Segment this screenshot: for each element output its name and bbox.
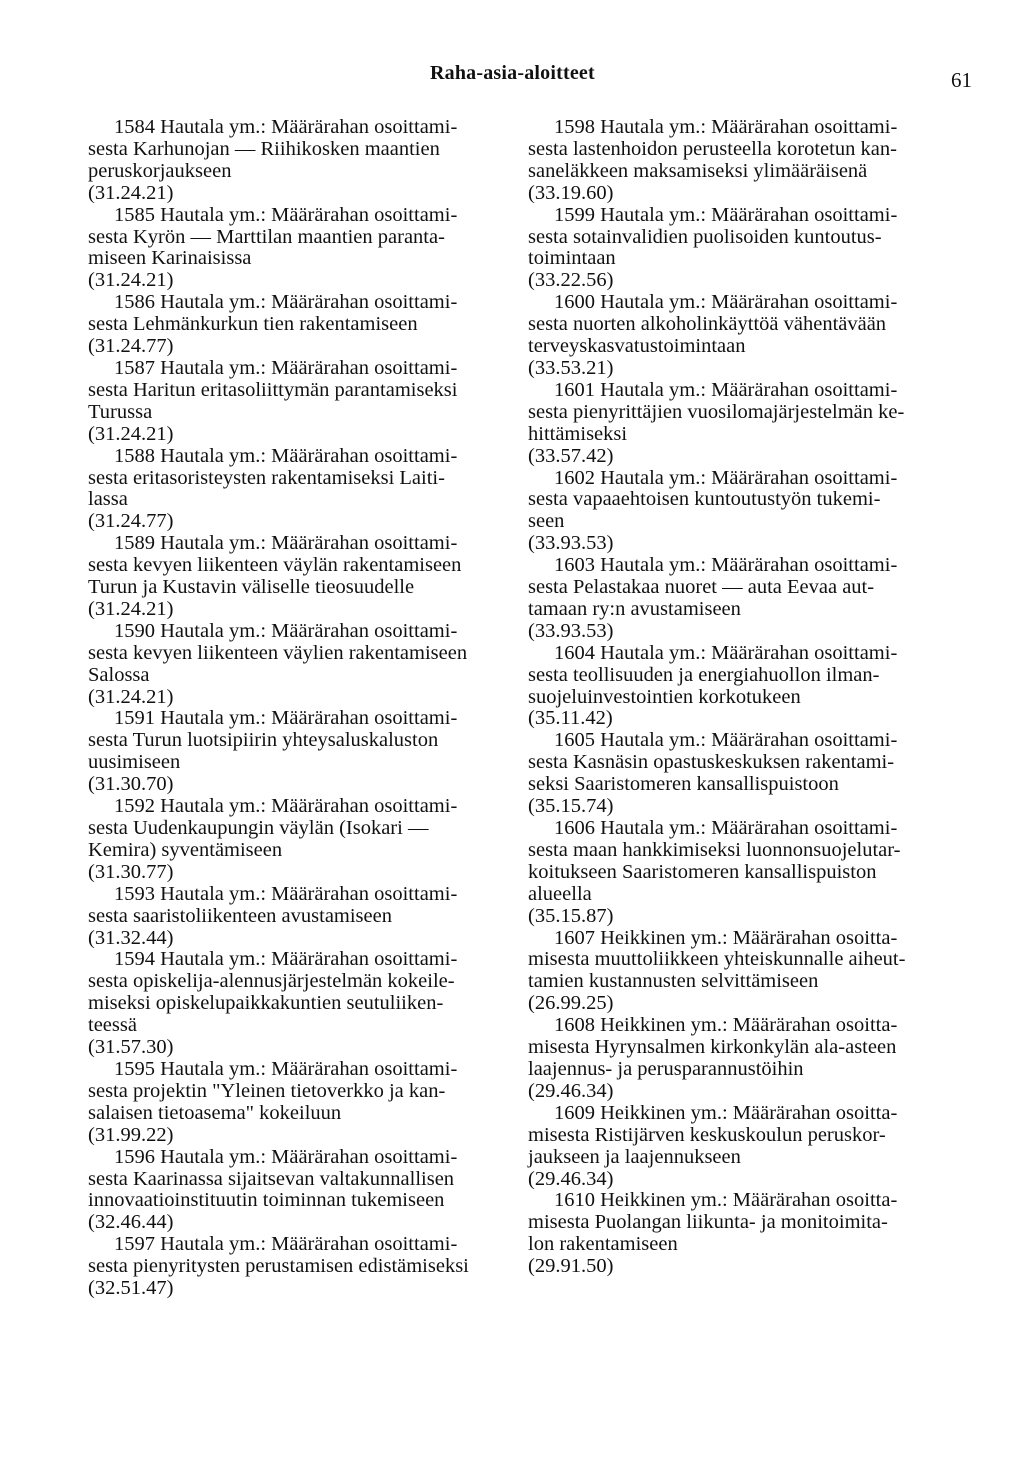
- motion-entry: [528, 380, 998, 468]
- motion-text-line: terveyskasvatustoimintaan: [528, 335, 746, 358]
- motion-text-line: misesta muuttoliikkeen yhteiskunnalle aiheut-: [528, 948, 906, 971]
- motion-text-line: innovaatioinstituutin toiminnan tukemiseen: [88, 1189, 445, 1212]
- page-title: Raha-asia-aloitteet: [430, 62, 595, 84]
- budget-item-code: (33.22.56): [528, 269, 614, 292]
- motion-entry: [88, 292, 588, 358]
- motion-entry: [528, 928, 998, 1016]
- motion-text-line: sesta Lehmänkurkun tien rakentamiseen: [88, 313, 418, 336]
- budget-item-code: (33.57.42): [528, 444, 614, 467]
- motion-text-line: Salossa: [88, 663, 150, 686]
- motion-text-line: jaukseen ja laajennukseen: [528, 1145, 741, 1168]
- motion-text-line: lassa: [88, 488, 128, 511]
- motion-heading-line: 1609 Heikkinen ym.: Määrärahan osoitta-: [554, 1101, 898, 1124]
- budget-item-code: (29.46.34): [528, 1167, 614, 1190]
- motion-heading-line: 1590 Hautala ym.: Määrärahan osoittami-: [114, 619, 458, 642]
- motion-entry: [528, 1103, 998, 1191]
- motion-entry: [88, 796, 588, 884]
- motion-text-line: Turussa: [88, 400, 153, 423]
- motion-text-line: tamaan ry:n avustamiseen: [528, 597, 741, 620]
- motion-entry: [88, 621, 588, 709]
- budget-item-code: (35.15.74): [528, 795, 614, 818]
- motion-text-line: sesta kevyen liikenteen väylän rakentamiseen: [88, 554, 462, 577]
- motion-entry: [528, 1190, 998, 1278]
- budget-item-code: (31.32.44): [88, 926, 174, 949]
- motion-heading-line: 1587 Hautala ym.: Määrärahan osoittami-: [114, 356, 458, 379]
- motion-text-line: alueella: [528, 882, 592, 905]
- motion-heading-line: 1593 Hautala ym.: Määrärahan osoittami-: [114, 882, 458, 905]
- motion-text-line: sesta Kyrön — Marttilan maantien paranta-: [88, 225, 445, 248]
- budget-item-code: (31.30.70): [88, 773, 174, 796]
- motion-heading-line: 1604 Hautala ym.: Määrärahan osoittami-: [554, 641, 898, 664]
- motion-text-line: misesta Hyrynsalmen kirkonkylän ala-asteen: [528, 1036, 897, 1059]
- motion-heading-line: 1608 Heikkinen ym.: Määrärahan osoitta-: [554, 1014, 898, 1037]
- motion-text-line: sesta vapaaehtoisen kuntoutustyön tukemi-: [528, 488, 881, 511]
- budget-item-code: (26.99.25): [528, 992, 614, 1015]
- motion-text-line: teessä: [88, 1014, 137, 1037]
- motion-text-line: sesta Karhunojan — Riihikosken maantien: [88, 137, 440, 160]
- budget-item-code: (31.99.22): [88, 1123, 174, 1146]
- motion-text-line: Kemira) syventämiseen: [88, 838, 283, 861]
- motion-entry: [88, 1147, 588, 1235]
- motion-heading-line: 1585 Hautala ym.: Määrärahan osoittami-: [114, 203, 458, 226]
- motion-text-line: miseksi opiskelupaikkakuntien seutuliiken-: [88, 992, 444, 1015]
- motion-text-line: sesta lastenhoidon perusteella korotetun kan-: [528, 137, 897, 160]
- motion-text-line: sesta Uudenkaupungin väylän (Isokari —: [88, 817, 429, 839]
- motion-entry: [528, 117, 998, 205]
- motion-text-line: koitukseen Saaristomeren kansallispuiston: [528, 860, 877, 883]
- motion-text-line: sesta projektin "Yleinen tietoverkko ja kan-: [88, 1079, 446, 1102]
- motion-heading-line: 1599 Hautala ym.: Määrärahan osoittami-: [554, 203, 898, 226]
- budget-item-code: (31.24.21): [88, 269, 174, 292]
- budget-item-code: (31.24.21): [88, 685, 174, 708]
- motion-text-line: sesta nuorten alkoholinkäyttöä vähentävään: [528, 313, 887, 336]
- motion-heading-line: 1586 Hautala ym.: Määrärahan osoittami-: [114, 291, 458, 314]
- motion-text-line: uusimiseen: [88, 751, 181, 774]
- motion-heading-line: 1597 Hautala ym.: Määrärahan osoittami-: [114, 1233, 458, 1256]
- budget-item-code: (31.24.77): [88, 335, 174, 358]
- motion-entry: [528, 643, 998, 731]
- motion-entry: [88, 949, 588, 1059]
- motion-text-line: sesta Kasnäsin opastuskeskuksen rakentami-: [528, 751, 895, 774]
- motion-entry: [528, 555, 998, 643]
- motion-entry: [528, 468, 998, 556]
- motion-text-line: sesta eritasoristeysten rakentamiseksi Laiti-: [88, 466, 445, 489]
- motion-text-line: sesta pienyrittäjien vuosilomajärjestelmän ke-: [528, 400, 905, 423]
- motion-heading-line: 1584 Hautala ym.: Määrärahan osoittami-: [114, 116, 458, 138]
- right-column: [528, 117, 998, 1278]
- motion-heading-line: 1602 Hautala ym.: Määrärahan osoittami-: [554, 466, 898, 489]
- motion-text-line: suojeluinvestointien korkotukeen: [528, 685, 801, 708]
- motion-text-line: lon rakentamiseen: [528, 1233, 678, 1256]
- motion-text-line: sesta pienyritysten perustamisen edistämiseksi: [88, 1255, 469, 1278]
- motion-entry: [528, 205, 998, 293]
- motion-text-line: salaisen tietoasema" kokeiluun: [88, 1101, 342, 1124]
- motion-text-line: sesta kevyen liikenteen väylien rakentamiseen: [88, 641, 468, 664]
- motion-text-line: peruskorjaukseen: [88, 159, 232, 182]
- budget-item-code: (33.93.53): [528, 619, 614, 642]
- motion-heading-line: 1606 Hautala ym.: Määrärahan osoittami-: [554, 817, 898, 839]
- budget-item-code: (33.93.53): [528, 532, 614, 555]
- motion-text-line: tamien kustannusten selvittämiseen: [528, 970, 819, 993]
- motion-entry: [88, 1234, 588, 1300]
- motion-text-line: seksi Saaristomeren kansallispuistoon: [528, 773, 839, 796]
- motion-heading-line: 1595 Hautala ym.: Määrärahan osoittami-: [114, 1057, 458, 1080]
- budget-item-code: (31.24.21): [88, 597, 174, 620]
- budget-item-code: (31.24.21): [88, 181, 174, 204]
- motion-heading-line: 1603 Hautala ym.: Määrärahan osoittami-: [554, 554, 898, 577]
- budget-item-code: (31.24.21): [88, 422, 174, 445]
- budget-item-code: (32.46.44): [88, 1211, 174, 1234]
- motion-text-line: Turun ja Kustavin väliselle tieosuudelle: [88, 576, 415, 599]
- motion-entry: [88, 446, 588, 534]
- budget-item-code: (31.30.77): [88, 860, 174, 883]
- motion-heading-line: 1610 Heikkinen ym.: Määrärahan osoitta-: [554, 1189, 898, 1212]
- motion-entry: [88, 708, 588, 796]
- motion-text-line: sesta teollisuuden ja energiahuollon ilman-: [528, 663, 880, 686]
- page-number: 61: [951, 68, 972, 92]
- motion-entry: [88, 884, 588, 950]
- motion-heading-line: 1598 Hautala ym.: Määrärahan osoittami-: [554, 116, 898, 138]
- motion-text-line: sesta opiskelija-alennusjärjestelmän kokeile-: [88, 970, 455, 993]
- motion-heading-line: 1592 Hautala ym.: Määrärahan osoittami-: [114, 795, 458, 818]
- motion-text-line: sesta saaristoliikenteen avustamiseen: [88, 904, 392, 927]
- budget-item-code: (29.46.34): [528, 1079, 614, 1102]
- motion-heading-line: 1601 Hautala ym.: Määrärahan osoittami-: [554, 378, 898, 401]
- motion-text-line: hittämiseksi: [528, 422, 628, 445]
- motion-heading-line: 1596 Hautala ym.: Määrärahan osoittami-: [114, 1145, 458, 1168]
- motion-entry: [88, 358, 588, 446]
- motion-entry: [528, 818, 998, 928]
- motion-heading-line: 1589 Hautala ym.: Määrärahan osoittami-: [114, 532, 458, 555]
- page-header: [0, 62, 1024, 92]
- motion-text-line: saneläkkeen maksamiseksi ylimääräisenä: [528, 159, 868, 182]
- budget-item-code: (35.15.87): [528, 904, 614, 927]
- budget-item-code: (33.19.60): [528, 181, 614, 204]
- motion-text-line: sesta maan hankkimiseksi luonnonsuojelutar-: [528, 838, 901, 861]
- motion-text-line: sesta Pelastakaa nuoret — auta Eevaa aut-: [528, 576, 875, 599]
- motion-entry: [528, 730, 998, 818]
- motion-heading-line: 1591 Hautala ym.: Määrärahan osoittami-: [114, 707, 458, 730]
- budget-item-code: (31.24.77): [88, 510, 174, 533]
- budget-item-code: (29.91.50): [528, 1255, 614, 1278]
- budget-item-code: (32.51.47): [88, 1277, 174, 1300]
- motion-heading-line: 1600 Hautala ym.: Määrärahan osoittami-: [554, 291, 898, 314]
- motion-entry: [528, 1015, 998, 1103]
- motion-entry: [88, 1059, 588, 1147]
- motion-text-line: sesta Haritun eritasoliittymän parantamiseksi: [88, 378, 458, 401]
- motion-entry: [88, 205, 588, 293]
- motion-text-line: sesta Turun luotsipiirin yhteysaluskaluston: [88, 729, 439, 752]
- motion-heading-line: 1605 Hautala ym.: Määrärahan osoittami-: [554, 729, 898, 752]
- motion-entry: [88, 533, 588, 621]
- motion-heading-line: 1607 Heikkinen ym.: Määrärahan osoitta-: [554, 926, 898, 949]
- motion-text-line: sesta sotainvalidien puolisoiden kuntoutus-: [528, 225, 882, 248]
- motion-text-line: misesta Ristijärven keskuskoulun peruskor-: [528, 1123, 886, 1146]
- motion-entry: [88, 117, 588, 205]
- budget-item-code: (33.53.21): [528, 356, 614, 379]
- motion-text-line: seen: [528, 510, 565, 533]
- motion-text-line: toimintaan: [528, 247, 616, 270]
- motion-heading-line: 1594 Hautala ym.: Määrärahan osoittami-: [114, 948, 458, 971]
- motion-text-line: misesta Puolangan liikunta- ja monitoimita-: [528, 1211, 888, 1234]
- budget-item-code: (35.11.42): [528, 707, 613, 730]
- left-column: [88, 117, 588, 1300]
- motion-heading-line: 1588 Hautala ym.: Määrärahan osoittami-: [114, 444, 458, 467]
- motion-text-line: sesta Kaarinassa sijaitsevan valtakunnallisen: [88, 1167, 455, 1190]
- motion-text-line: laajennus- ja perusparannustöihin: [528, 1057, 804, 1080]
- motion-entry: [528, 292, 998, 380]
- budget-item-code: (31.57.30): [88, 1036, 174, 1059]
- motion-text-line: miseen Karinaisissa: [88, 247, 252, 270]
